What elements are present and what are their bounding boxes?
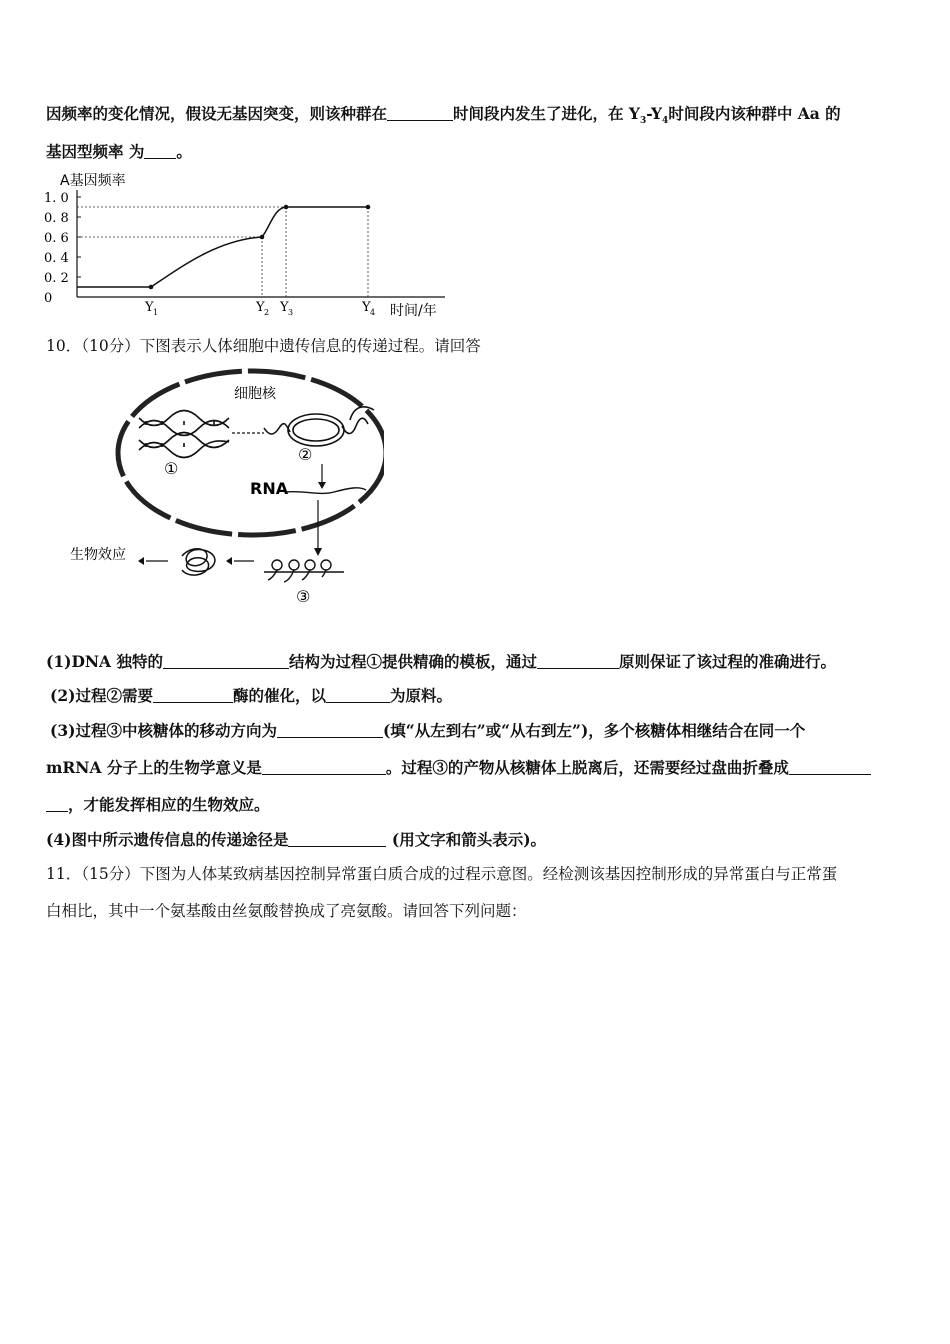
q10-blank-6[interactable]	[262, 759, 386, 776]
q10-part-3-cont	[46, 756, 871, 778]
nucleus-label: 细胞核	[234, 386, 276, 402]
q9-dash: -Y	[646, 104, 663, 123]
chart-point	[284, 205, 289, 210]
marker-3: ③	[296, 587, 311, 606]
rna-strand	[286, 488, 366, 494]
rna-label: RNA	[250, 479, 289, 498]
q10-blank-4[interactable]	[326, 687, 390, 704]
chart-ylabel: A基因频率	[60, 173, 126, 189]
chart-xtick-sub: 4	[370, 308, 376, 317]
q10-blank-7b[interactable]	[46, 796, 68, 813]
q10-part-3	[50, 719, 805, 741]
q10-prompt: 下图表示人体细胞中遗传信息的传递过程。请回答	[139, 337, 481, 355]
q10-part-2	[50, 684, 452, 706]
effect-label: 生物效应	[70, 547, 126, 563]
q10-p2-a: (2)过程②需要	[50, 686, 153, 705]
q9-text-c: 时间段内该种群中 Aa 的	[668, 104, 841, 123]
q9-text-a: 因频率的变化情况，假设无基因突变，则该种群在	[46, 104, 388, 123]
q10-p3-a: (3)过程③中核糖体的移动方向为	[50, 721, 277, 740]
q9-blank-1[interactable]	[387, 105, 453, 122]
q10-blank-5[interactable]	[277, 722, 383, 739]
q10-p3-d: 。过程③的产物从核糖体上脱离后，还需要经过盘曲折叠成	[385, 758, 789, 777]
chart-xtick-sub: 1	[153, 308, 159, 317]
q11-text-2: 白相比，其中一个氨基酸由丝氨酸替换成了亮氨酸。请回答下列问题：	[46, 902, 527, 920]
chart-point	[149, 285, 154, 290]
q10-part-4	[46, 828, 546, 850]
q9-line-1	[46, 102, 841, 126]
chart-xtick-sub: 3	[288, 308, 294, 317]
chart-ytick-label: 0. 2	[44, 271, 69, 286]
q9-sub-3: 3	[639, 116, 647, 127]
q10-score: （10分）	[81, 337, 140, 355]
q10-p4-b: (用文字和箭头表示)。	[386, 830, 547, 849]
chart-ytick-label: 0. 8	[44, 211, 69, 226]
q9-text-d: 基因型频率 为	[46, 142, 145, 161]
chart-xtick-sub: 2	[264, 308, 270, 317]
chart-series-line	[77, 207, 368, 287]
chart-xtick-label: Y	[280, 300, 289, 315]
q9-sub-4: 4	[662, 116, 669, 127]
q10-p1-b: 结构为过程①提供精确的模板，通过	[288, 652, 537, 671]
q10-p1-c: 原则保证了该过程的准确进行。	[619, 652, 837, 671]
q10-blank-8[interactable]	[288, 831, 386, 848]
q10-p4-a: (4)图中所示遗传信息的传递途径是	[46, 830, 289, 849]
q11-line-1	[46, 862, 837, 884]
q10-p3-c: mRNA 分子上的生物学意义是	[46, 758, 262, 777]
polyribosome	[264, 560, 344, 582]
q10-p1-a: (1)DNA 独特的	[46, 652, 163, 671]
q10-p3-e: ，才能发挥相应的生物效应。	[68, 795, 270, 814]
chart-ytick-label: 0. 4	[44, 251, 69, 266]
dna-replication-helix	[139, 411, 229, 458]
marker-1: ①	[164, 459, 179, 478]
folded-protein	[182, 549, 215, 575]
chart-xtick-label: Y	[362, 300, 371, 315]
q10-blank-7[interactable]	[789, 759, 871, 776]
chart-ytick-label: 0	[44, 291, 53, 306]
q9-text-end: 。	[176, 142, 192, 161]
q9-blank-2[interactable]	[144, 143, 176, 160]
q9-line-2	[46, 140, 192, 162]
q10-number: 10．	[46, 337, 82, 355]
q11-text-1: 下图为人体某致病基因控制异常蛋白质合成的过程示意图。经检测该基因控制形成的异常蛋白与正常蛋	[139, 865, 838, 883]
q9-text-b: 时间段内发生了进化，在 Y	[453, 104, 640, 123]
transcription-bubble	[264, 407, 374, 446]
chart-ytick-label: 1. 0	[44, 191, 69, 206]
q11-line-2	[46, 899, 527, 921]
q10-blank-3[interactable]	[153, 687, 233, 704]
q10-header	[46, 334, 481, 356]
q10-part-1	[46, 650, 836, 672]
chart-point	[366, 205, 371, 210]
chart-ytick-label: 0. 6	[44, 231, 69, 246]
q10-p2-c: 为原料。	[389, 686, 452, 705]
allele-frequency-chart	[40, 168, 460, 318]
marker-2: ②	[298, 445, 313, 464]
q10-p2-b: 酶的催化，以	[232, 686, 326, 705]
chart-xtick-label: Y	[145, 300, 154, 315]
q10-blank-1[interactable]	[163, 653, 289, 670]
q11-score: （15分）	[81, 865, 140, 883]
chart-xlabel: 时间/年	[390, 303, 437, 318]
q10-part-3-end	[46, 793, 270, 815]
q11-number: 11．	[46, 865, 82, 883]
chart-xtick-label: Y	[256, 300, 265, 315]
q10-p3-b: (填“从左到右”或“从右到左”)，多个核糖体相继结合在同一个	[382, 721, 806, 740]
gene-expression-diagram	[64, 366, 384, 606]
q10-blank-2[interactable]	[537, 653, 619, 670]
chart-point	[260, 235, 265, 240]
